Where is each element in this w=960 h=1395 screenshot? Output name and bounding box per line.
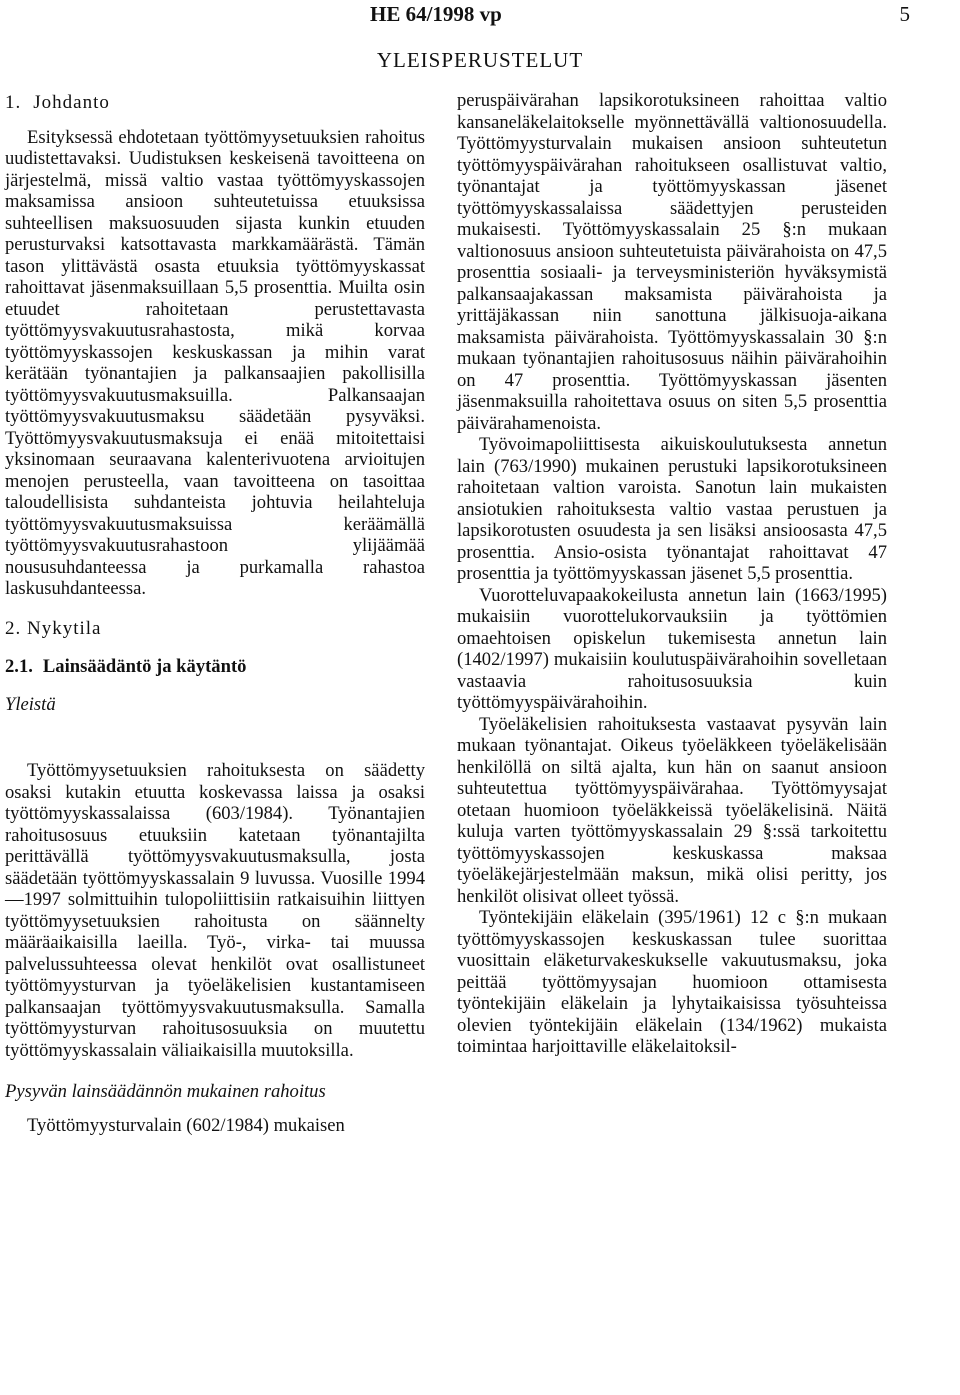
- document-id: HE 64/1998 vp: [370, 2, 502, 26]
- heading-johdanto: [5, 92, 425, 114]
- heading-nykytila: [5, 618, 425, 640]
- paragraph: Työeläkelisien rahoituksesta vastaavat pysyvän lain mukaan työnantajat. Oikeus työeläkkeen työeläkelisään henkilöllä on siltä ajalta, kun hän on saanut ansioon suhteutettua työttömyyspäivärahaa. Työttömyysajat otetaan huomioon työeläkkeissä työeläkelisinä. Näitä kuluja varten työttömyyskassalain 29 §:ssä tarkoitettu työttömyyskassojen keskuskassa maksaa työeläkejärjestelmään maksun, mikä olisi peritty, jos henkilöt olisivat olleet työssä.: [457, 713, 887, 907]
- heading-text: Nykytila: [27, 617, 102, 639]
- heading-text: Johdanto: [33, 92, 110, 113]
- subheading-text: Lainsäädäntö ja käytäntö: [42, 656, 247, 677]
- subheading-lainsaadanto: [5, 656, 425, 678]
- subsection-pysyvan-rahoitus: Pysyvän lainsäädännön mukainen rahoitus: [5, 1081, 326, 1102]
- page-header: [0, 2, 960, 30]
- paragraph: Työntekijäin eläkelain (395/1961) 12 c §:n mukaan työttömyyskassojen keskuskassan tulee suorittaa vuosittain eläketurvakeskukselle vakuutusmaksu, joka peittää työttömyysajan huomioon ottamisesta työntekijäin eläkelain ja lyhytaikaisissa työsuhteissa olevien työntekijäin eläkelain (134/1962) mukaista toimintaa harjoittaville eläkelaitoksil-: [457, 907, 887, 1057]
- paragraph: Työvoimapoliittisesta aikuiskoulutuksesta annetun lain (763/1990) mukainen perustuki lapsikorotuksineen rahoitetaan valtion varoista. Sanotun lain mukaisten ansiotukien rahoituksesta valtio vastaa perustuen ja lapsikorotusten osuudesta ja sen lisäksi ansioosasta 47,5 prosenttia. Ansio-osista työnantajat rahoittavat 47 prosenttia ja työttömyyskassan jäsenet 5,5 prosenttia.: [457, 434, 887, 584]
- heading-number: 2.: [5, 617, 22, 639]
- subheading-number: 2.1.: [5, 656, 33, 677]
- paragraph: Vuorotteluvapaakokeilusta annetun lain (1663/1995) mukaisiin vuorottelukorvauksiin ja työttömien omaehtoisen opiskelun tukemisesta annetun lain (1402/1997) mukaisiin koulutuspäivärahoihin sovelletaan vastaavia rahoitusosuuksia kuin työttömyyspäivärahoihin.: [457, 584, 887, 713]
- subsection-yleista: Yleistä: [5, 693, 56, 715]
- right-column: [457, 90, 887, 1058]
- paragraph: Työttömyysetuuksien rahoituksesta on säädetty osaksi kutakin etuutta koskevassa laissa ja osaksi työttömyyskassalaissa (603/1984). Työnantajien rahoitusosuus etuuksiin katetaan työnantajilta perittävällä työttömyysvakuutusmaksulla, josta säädetään työttömyyskassalain 9 luvussa. Vuosille 1994—1997 solmittuihin tulopoliittisiin ratkaisuihin liittyen työttömyysetuuksien rahoitusta on säännelty määräaikaisilla laeilla. Työ-, virka- tai muussa palvelussuhteessa olevat henkilöt ovat osallistuneet työttömyysturvan ja työeläkelisien kustantamiseen palkansaajan työttömyysvakuutusmaksulla. Samalla työttömyysturvan rahoitusosuuksia on muutettu työttömyyskassalain väliaikaisilla muutoksilla.: [5, 760, 425, 1061]
- paragraph: Esityksessä ehdotetaan työttömyysetuuksien rahoitus uudistettavaksi. Uudistuksen keskeisenä tavoitteena on järjestelmä, missä valtio vastaa työttömyyskassojen maksamissa ansioon suhteutetuissa etuuksissa suhteellisen maksuosuuden sijasta kunkin etuuden perusturvaksi katsottavasta markkamäärästä. Tämän tason ylittävästä osasta etuuksia työttömyyskassat rahoittavat jäsenmaksuillaan 5,5 prosenttia. Muilta osin etuudet rahoitetaan perustettavasta työttömyysvakuutusrahastosta, mikä korvaa työttömyyskassojen keskuskassan ja mihin varat kerätään työnantajien ja palkansaajien pakollisilla työttömyysvakuutusmaksuilla. Palkansaajan työttömyysvakuutusmaksu säädetään pysyväksi. Työttömyysvakuutusmaksuja ei enää mitoitettaisi yksinomaan seuraavana kalenterivuotena arvioitujen menojen perusteella, vaan tavoitteena on tasoittaa taloudellisista suhdanteista johtuvia heilahteluja työttömyysvakuutusmaksuissa keräämällä työttömyysvakuutusrahastoon ylijäämää noususuhdanteessa ja purkamalla rahastoa laskusuhdanteessa.: [5, 126, 425, 599]
- page-number: 5: [899, 2, 910, 26]
- paragraph: peruspäivärahan lapsikorotuksineen rahoittaa valtio kansaneläkelaitokselle myönnettävällä valtionosuudella. Työttömyysturvalain mukaisen ansioon suhteutetun työttömyyspäivärahan rahoitukseen osallistuvat valtio, työnantajat ja työttömyyskassan jäsenet työttömyyskassalaissa säädettyjen perusteiden mukaisesti. Työttömyyskassalain 25 §:n mukaan valtionosuus ansioon suhteutetuista päivärahoista on 47,5 prosenttia sosiaali- ja terveysministeriön hyväksymistä palkansaajakassan maksamista päivärahoista ja yrittäjäkassan niin sanottuna jälkisuoja-aikana maksamista päivärahoista. Työttömyyskassalain 30 §:n mukaan työnantajien rahoitusosuus näihin päivärahoihin on 47 prosenttia. Työttömyyskassan jäsenten jäsenmaksuilla rahoitettava osuus on siten 5,5 prosenttia päivärahamenoista.: [457, 90, 887, 434]
- section-title: YLEISPERUSTELUT: [376, 48, 584, 72]
- heading-number: 1.: [5, 92, 22, 113]
- paragraph: Työttömyysturvalain (602/1984) mukaisen: [27, 1114, 345, 1136]
- left-column: [5, 90, 425, 1136]
